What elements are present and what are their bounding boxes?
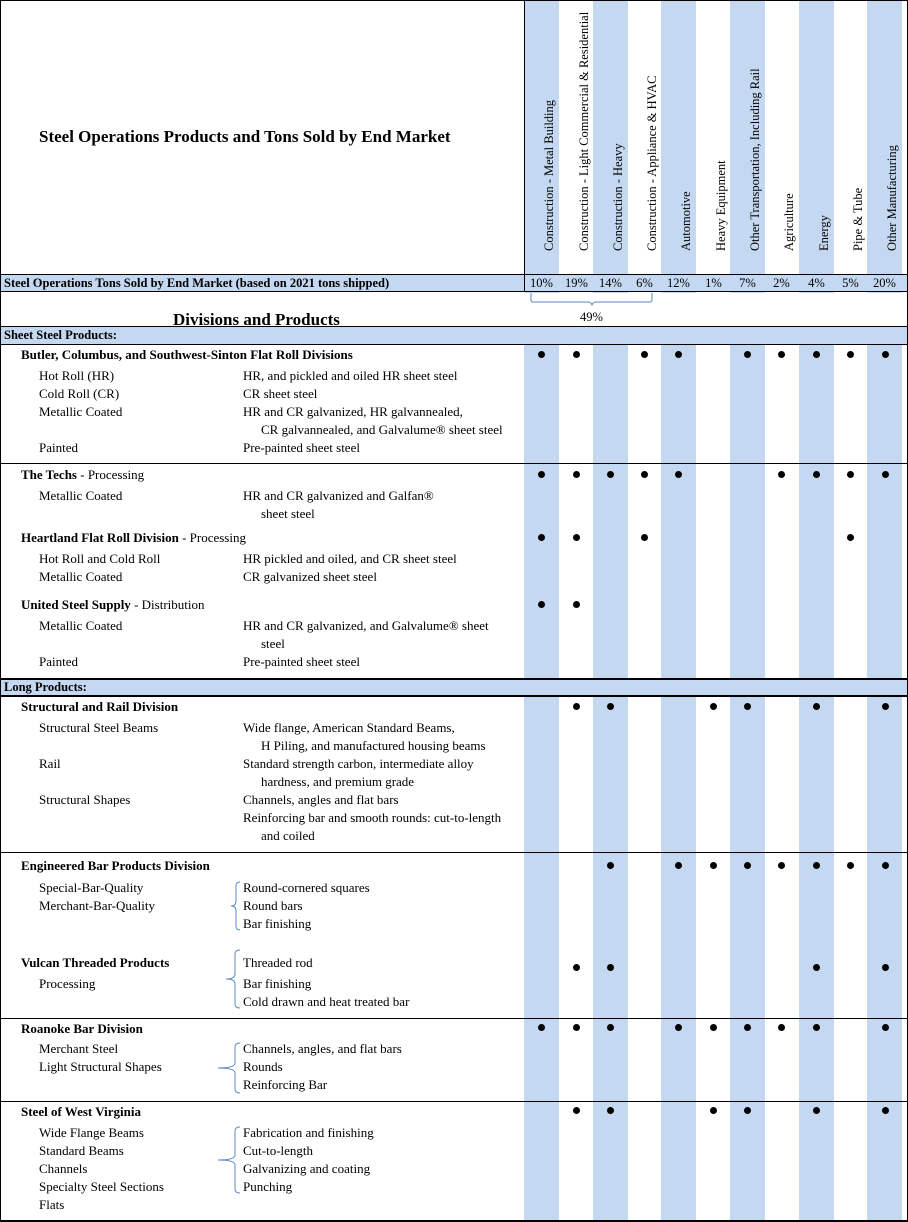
product-structural-shapes: Structural Shapes <box>39 792 131 807</box>
pct-3: 6% <box>636 276 653 290</box>
market-dot <box>607 471 614 478</box>
market-dot <box>744 351 751 358</box>
market-dot <box>744 1024 751 1031</box>
market-dot <box>538 534 545 541</box>
rule-sheet <box>0 344 908 345</box>
product-heartland-metallic: Metallic Coated <box>39 569 123 584</box>
desc-rail-2: hardness, and premium grade <box>261 774 415 789</box>
market-dot <box>573 703 580 710</box>
section-sheet-steel: Sheet Steel Products: <box>4 328 117 342</box>
col-header-6: Other Transportation, Including Rail <box>747 68 762 251</box>
rule-long-top <box>0 678 908 680</box>
desc-united-metallic-2: steel <box>261 636 285 651</box>
pct-9: 5% <box>842 276 859 290</box>
col-header-0: Construction - Metal Building <box>541 99 556 251</box>
product-wv-0: Wide Flange Beams <box>39 1125 144 1140</box>
market-dot <box>573 534 580 541</box>
construction-total: 49% <box>580 310 603 324</box>
brace-vulcan <box>222 948 242 1012</box>
division-name-engineered-bar: Engineered Bar Products Division <box>21 858 210 873</box>
rule-engineered <box>0 852 908 853</box>
market-dot <box>675 862 682 869</box>
division-name-vulcan: Vulcan Threaded Products <box>21 955 170 970</box>
pct-4: 12% <box>667 276 690 290</box>
rule-wv <box>0 1101 908 1102</box>
pct-0: 10% <box>530 276 553 290</box>
market-dot <box>607 1107 614 1114</box>
product-metallic-coated: Metallic Coated <box>39 404 123 419</box>
market-dot <box>813 1024 820 1031</box>
desc-vulcan-2: Cold drawn and heat treated bar <box>243 994 410 1009</box>
rule-divisions <box>0 326 908 327</box>
pct-7: 2% <box>773 276 790 290</box>
market-dot <box>778 862 785 869</box>
market-dot <box>813 351 820 358</box>
product-heartland-hr-cr: Hot Roll and Cold Roll <box>39 551 161 566</box>
market-dot <box>710 703 717 710</box>
desc-ebp-1: Round bars <box>243 898 303 913</box>
market-dot <box>573 351 580 358</box>
market-dot <box>573 471 580 478</box>
desc-structural-beams-1: Wide flange, American Standard Beams, <box>243 720 455 735</box>
desc-wv-2: Galvanizing and coating <box>243 1161 371 1176</box>
division-name-roanoke: Roanoke Bar Division <box>21 1021 143 1036</box>
division-name-united: United Steel Supply - Distribution <box>21 597 205 612</box>
market-dot <box>778 1024 785 1031</box>
desc-united-painted: Pre-painted sheet steel <box>243 654 360 669</box>
market-dot <box>882 1024 889 1031</box>
rule-header <box>0 274 908 275</box>
long-section-band <box>0 679 908 696</box>
market-dot <box>847 862 854 869</box>
left-border <box>0 0 1 1222</box>
sheet-section-band <box>0 327 908 344</box>
market-dot <box>813 1107 820 1114</box>
market-dot <box>882 471 889 478</box>
col-header-2: Construction - Heavy <box>610 143 625 251</box>
product-united-metallic: Metallic Coated <box>39 618 123 633</box>
market-dot <box>710 862 717 869</box>
market-dot <box>675 471 682 478</box>
market-dot <box>710 1024 717 1031</box>
product-painted: Painted <box>39 440 78 455</box>
rule-roanoke <box>0 1018 908 1019</box>
division-name-west-virginia: Steel of West Virginia <box>21 1104 142 1119</box>
division-name-techs: The Techs - Processing <box>21 467 145 482</box>
construction-bracket <box>524 292 664 306</box>
desc-vulcan-1: Bar finishing <box>243 976 312 991</box>
market-dot <box>573 1107 580 1114</box>
market-dot <box>813 703 820 710</box>
col-header-10: Other Manufacturing <box>884 145 899 251</box>
market-dot <box>538 471 545 478</box>
desc-heartland-metallic: CR galvanized sheet steel <box>243 569 377 584</box>
tons-row-label: Steel Operations Tons Sold by End Market (based on 2021 tons shipped) <box>4 276 390 290</box>
pct-2: 14% <box>599 276 622 290</box>
product-merchant-steel: Merchant Steel <box>39 1041 119 1056</box>
desc-rebar-1: Reinforcing bar and smooth rounds: cut-to-length <box>243 810 502 825</box>
col-header-3: Construction - Appliance & HVAC <box>644 75 659 251</box>
pct-1: 19% <box>565 276 588 290</box>
col-header-5: Heavy Equipment <box>713 160 728 251</box>
section-long-products: Long Products: <box>4 680 87 694</box>
desc-roanoke-1: Rounds <box>243 1059 283 1074</box>
market-dot <box>882 964 889 971</box>
division-name-butler: Butler, Columbus, and Southwest-Sinton Flat Roll Divisions <box>21 347 353 362</box>
product-light-structural: Light Structural Shapes <box>39 1059 162 1074</box>
division-name-structural-rail: Structural and Rail Division <box>21 699 179 714</box>
desc-roanoke-2: Reinforcing Bar <box>243 1077 328 1092</box>
divisions-heading: Divisions and Products <box>173 310 340 329</box>
market-dot <box>847 534 854 541</box>
brace-west-virginia <box>214 1125 242 1197</box>
page-title: Steel Operations Products and Tons Sold by End Market <box>39 127 451 146</box>
desc-wv-3: Punching <box>243 1179 293 1194</box>
market-dot <box>641 534 648 541</box>
desc-rebar-2: and coiled <box>261 828 315 843</box>
market-dot <box>813 964 820 971</box>
market-dot <box>882 703 889 710</box>
market-dot <box>538 351 545 358</box>
pct-10: 20% <box>873 276 896 290</box>
market-dot <box>882 1107 889 1114</box>
desc-vulcan-0: Threaded rod <box>243 955 313 970</box>
market-dot <box>744 703 751 710</box>
market-dot <box>607 703 614 710</box>
desc-wv-0: Fabrication and finishing <box>243 1125 374 1140</box>
division-name-heartland: Heartland Flat Roll Division - Processing <box>21 530 246 545</box>
product-vulcan-processing: Processing <box>39 976 96 991</box>
desc-techs-metallic-1: HR and CR galvanized and Galfan® <box>243 488 434 503</box>
desc-heartland-hr-cr: HR pickled and oiled, and CR sheet steel <box>243 551 457 566</box>
market-dot <box>882 862 889 869</box>
product-wv-3: Specialty Steel Sections <box>39 1179 164 1194</box>
desc-painted: Pre-painted sheet steel <box>243 440 360 455</box>
market-dot <box>573 1024 580 1031</box>
market-dot <box>813 862 820 869</box>
market-dot <box>607 862 614 869</box>
market-dot <box>744 862 751 869</box>
col-header-1: Construction - Light Commercial & Residential <box>576 11 591 251</box>
desc-wv-1: Cut-to-length <box>243 1143 314 1158</box>
pct-6: 7% <box>739 276 756 290</box>
market-dot <box>710 1107 717 1114</box>
desc-structural-shapes: Channels, angles and flat bars <box>243 792 399 807</box>
desc-united-metallic-1: HR and CR galvanized, and Galvalume® sheet <box>243 618 489 633</box>
brace-roanoke <box>214 1041 242 1095</box>
desc-cold-roll: CR sheet steel <box>243 386 318 401</box>
rule-long <box>0 695 908 697</box>
market-dot <box>847 471 854 478</box>
product-hot-roll: Hot Roll (HR) <box>39 368 115 383</box>
brace-engineered-bar <box>228 880 242 932</box>
market-dot <box>538 601 545 608</box>
desc-roanoke-0: Channels, angles, and flat bars <box>243 1041 402 1056</box>
desc-metallic-coated-2: CR galvannealed, and Galvalume® sheet steel <box>261 422 503 437</box>
col-header-4: Automotive <box>678 191 693 251</box>
market-dot <box>882 351 889 358</box>
market-dot <box>847 351 854 358</box>
market-dot <box>675 351 682 358</box>
product-united-painted: Painted <box>39 654 78 669</box>
desc-hot-roll: HR, and pickled and oiled HR sheet steel <box>243 368 458 383</box>
product-sbq: Special-Bar-Quality <box>39 880 144 895</box>
product-techs-metallic: Metallic Coated <box>39 488 123 503</box>
col-header-9: Pipe & Tube <box>850 187 865 251</box>
product-mbq: Merchant-Bar-Quality <box>39 898 155 913</box>
market-dot <box>778 471 785 478</box>
market-dot <box>607 1024 614 1031</box>
market-dot <box>813 471 820 478</box>
desc-techs-metallic-2: sheet steel <box>261 506 315 521</box>
rule-techs <box>0 463 908 464</box>
market-dot <box>607 964 614 971</box>
market-dot <box>641 351 648 358</box>
market-dot <box>675 1024 682 1031</box>
desc-ebp-2: Bar finishing <box>243 916 312 931</box>
desc-ebp-0: Round-cornered squares <box>243 880 370 895</box>
market-dot <box>573 964 580 971</box>
col-header-7: Agriculture <box>781 193 796 251</box>
product-wv-1: Standard Beams <box>39 1143 124 1158</box>
market-dot <box>538 1024 545 1031</box>
col-header-8: Energy <box>816 215 831 251</box>
pct-8: 4% <box>808 276 825 290</box>
product-structural-beams: Structural Steel Beams <box>39 720 159 735</box>
market-dot <box>641 471 648 478</box>
market-dot <box>744 1107 751 1114</box>
product-cold-roll: Cold Roll (CR) <box>39 386 120 401</box>
product-wv-4: Flats <box>39 1197 65 1212</box>
pct-5: 1% <box>705 276 722 290</box>
product-rail: Rail <box>39 756 61 771</box>
product-wv-2: Channels <box>39 1161 88 1176</box>
market-dot <box>573 601 580 608</box>
desc-metallic-coated-1: HR and CR galvanized, HR galvannealed, <box>243 404 463 419</box>
desc-structural-beams-2: H Piling, and manufactured housing beams <box>261 738 486 753</box>
desc-rail-1: Standard strength carbon, intermediate alloy <box>243 756 474 771</box>
rule-tons <box>0 291 908 292</box>
market-dot <box>778 351 785 358</box>
